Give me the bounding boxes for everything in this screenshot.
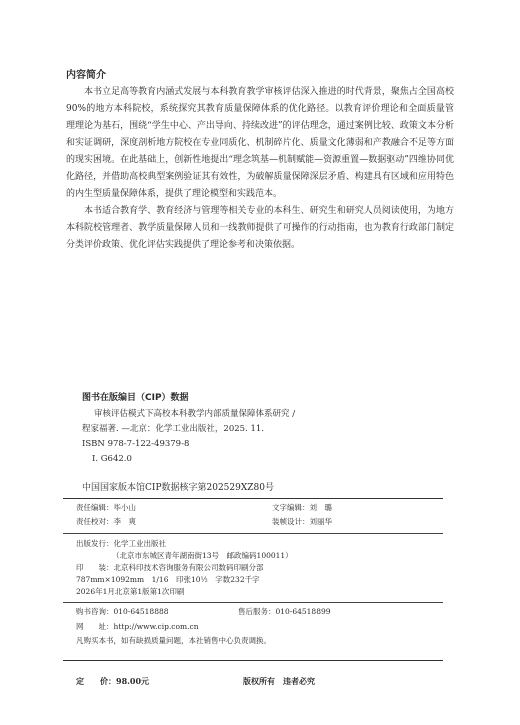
buy-contact [76, 606, 169, 618]
editor-label: 责任编辑： [76, 503, 114, 512]
price-text: 定 价：98.00元 [76, 676, 150, 686]
proof-credit [76, 516, 136, 528]
cip-book-title: 审核评估模式下高校本科教学内部质量保障体系研究 / [94, 409, 296, 419]
editor-credit [76, 502, 136, 514]
intro-text [66, 84, 454, 254]
service-contact [238, 606, 331, 618]
divider [63, 602, 443, 603]
cip-heading: 图书在版编目（CIP）数据 [82, 393, 189, 403]
print-label: 印 装： [76, 563, 114, 572]
web-label: 网 址： [76, 622, 114, 631]
website-link[interactable]: http://www.cip.com.cn [113, 622, 199, 631]
price-row [76, 676, 456, 687]
buy-label: 购书咨询： [76, 607, 114, 616]
printer-line [76, 562, 264, 574]
divider [63, 660, 443, 661]
return-notice: 凡购买本书，如有缺损质量问题，本社销售中心负责调换。 [76, 636, 271, 645]
publisher-line [76, 538, 166, 550]
issue-label: 出版发行： [76, 539, 114, 548]
cip-classification: Ⅰ. G642.0 [92, 454, 132, 464]
cip-author-publisher: 程家福著. —北京：化学工业出版社，2025. 11. [82, 424, 264, 434]
cip-isbn: ISBN 978-7-122-49379-8 [82, 439, 190, 449]
intro-heading: 内容简介 [66, 70, 106, 81]
book-specs: 787mm×1092mm 1/16 印张10½ 字数232千字 [76, 575, 260, 584]
divider [63, 533, 443, 534]
publisher-name: 化学工业出版社 [113, 539, 166, 548]
website-line [76, 621, 199, 633]
printer-name: 北京科印技术咨询服务有限公司数码印刷分部 [113, 563, 264, 572]
intro-paragraph-2: 本书适合教育学、教育经济与管理等相关专业的本科生、研究生和研究人员阅读使用，为地方本科院校管理者、教学质量保障人员和一线教师提供了可操作的行动指南，也为教育行政部门制定分类评价政策、优化评估实践提供了理论参考和决策依据。 [66, 206, 454, 250]
cip-record [82, 407, 295, 467]
proof-name: 李 爽 [113, 517, 136, 526]
design-credit [272, 516, 332, 528]
intro-paragraph-1: 本书立足高等教育内涵式发展与本科教育教学审核评估深入推进的时代背景，聚焦占全国高校90%的地方本科院校，系统探究其教育质量保障体系的优化路径。以教育评价理论和全面质量管理理论为基石，围绕“学生中心、产出导向、持续改进”的评估理念，通过案例比较、政策文本分析和实证调研，深度剖析地方院校在专业同质化、机制碎片化、质量文化薄弱和产教融合不足等方面的现实困境。在此基础上，创新性地提出“理念筑基—机制赋能—资源重置—数据驱动”四维协同优化路径，并借助高校典型案例验证其有效性，为破解质量保障深层矛盾、构建具有区域和应用特色的内生型质量保障体系，提供了理论模型和实践范本。 [66, 87, 454, 199]
text-editor-credit [272, 502, 332, 514]
design-label: 装帧设计： [272, 517, 310, 526]
publisher-address: （北京市东城区青年湖南街13号 邮政编码100011） [112, 551, 293, 560]
cip-data-number: 中国国家版本馆CIP数据核字第202529XZ80号 [82, 483, 274, 493]
service-label: 售后服务： [238, 607, 276, 616]
divider [63, 498, 443, 499]
design-name: 刘丽华 [309, 517, 332, 526]
text-editor-label: 文字编辑： [272, 503, 310, 512]
edition-line: 2026年1月北京第1版第1次印刷 [76, 587, 185, 596]
service-phone: 010-64518899 [275, 607, 331, 616]
proof-label: 责任校对： [76, 517, 114, 526]
text-editor-name: 刘 璐 [309, 503, 332, 512]
buy-phone: 010-64518888 [113, 607, 169, 616]
editor-name: 毕小山 [113, 503, 136, 512]
rights-text: 版权所有 违者必究 [243, 676, 315, 686]
